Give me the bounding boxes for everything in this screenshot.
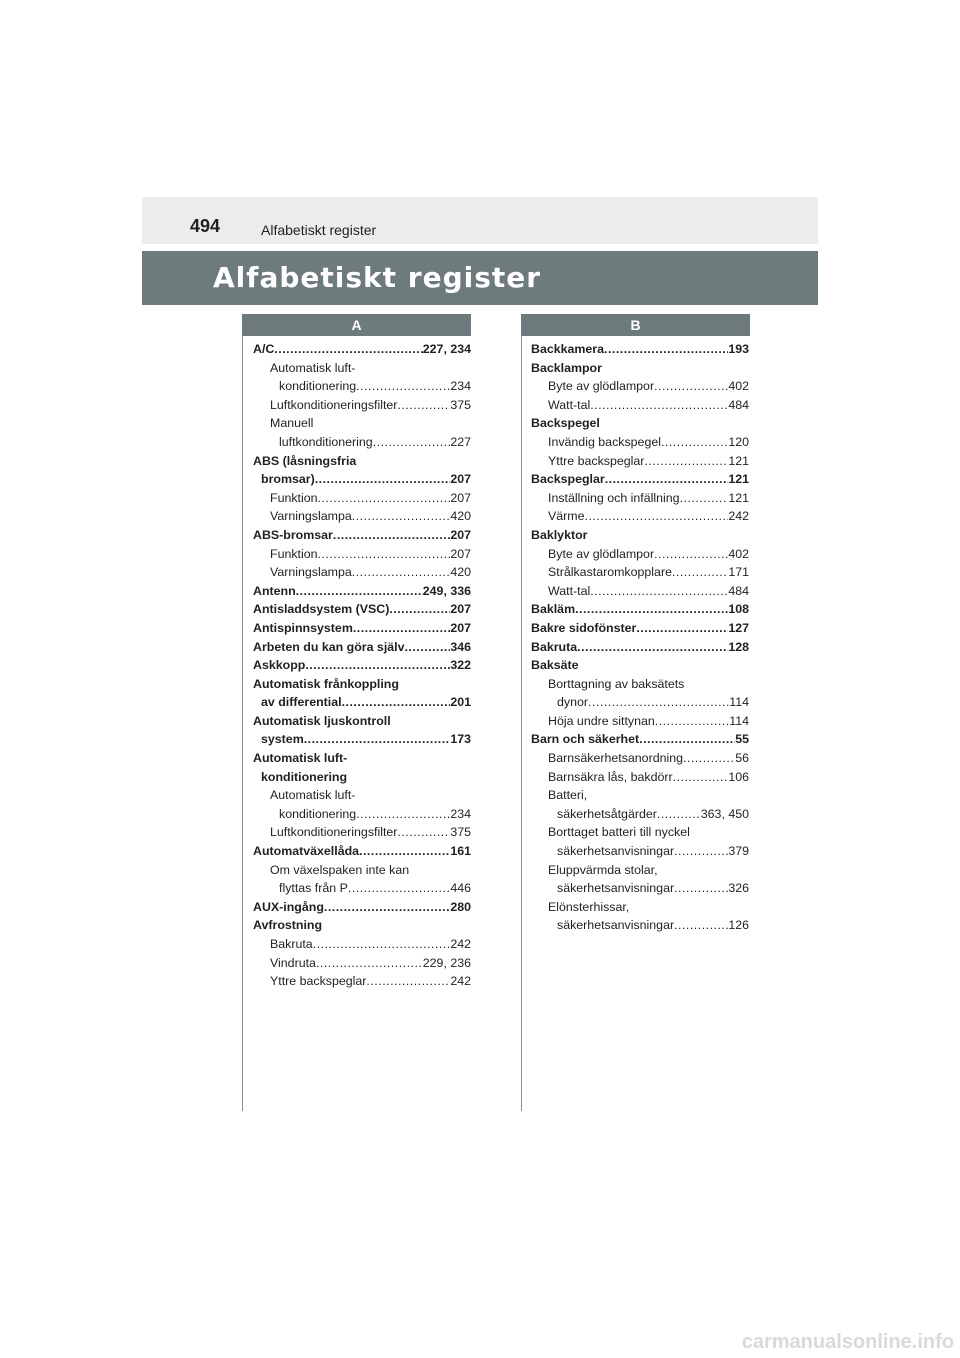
index-entry <box>253 377 471 396</box>
page-number: 494 <box>190 216 221 236</box>
entry-term: Vindruta <box>270 955 316 970</box>
entry-page-number: 242 <box>728 509 749 524</box>
entry-term: Backkamera <box>531 342 605 356</box>
index-entry <box>253 619 471 638</box>
index-entry <box>253 563 471 582</box>
header-band <box>142 197 818 244</box>
entry-page-number: 55 <box>735 732 749 747</box>
entry-term: ABS-bromsar <box>253 527 333 542</box>
dot-leader <box>661 433 728 452</box>
index-entry-heading: Borttaget batteri till nyckel <box>548 825 690 840</box>
dot-leader <box>590 396 728 415</box>
index-entry <box>253 582 471 601</box>
entry-term: Bakläm <box>531 602 576 617</box>
left-column-rule <box>242 336 243 1111</box>
dot-leader <box>315 470 451 489</box>
dot-leader <box>655 712 729 731</box>
entry-page-number: 346 <box>450 639 471 654</box>
index-entry <box>531 507 749 526</box>
entry-term: säkerhetsanvisningar <box>557 844 675 859</box>
entry-term: av differential <box>261 695 342 710</box>
entry-page-number: 379 <box>728 844 749 859</box>
index-entry-heading: Om växelspaken inte kan <box>270 862 410 877</box>
index-entry <box>253 433 471 452</box>
entry-page-number: 242 <box>450 974 471 989</box>
index-entry <box>531 433 749 452</box>
running-head: Alfabetiskt register <box>261 222 377 238</box>
entry-page-number: 227 <box>450 434 471 449</box>
index-entry <box>253 954 471 973</box>
index-entry <box>253 972 471 991</box>
index-entry <box>531 916 749 935</box>
index-entry <box>253 693 471 712</box>
index-entry <box>531 842 749 861</box>
page-title: Alfabetiskt register <box>213 261 542 294</box>
entry-page-number: 375 <box>450 397 471 412</box>
dot-leader <box>404 638 450 657</box>
entry-page-number: 420 <box>450 509 471 524</box>
section-header-b: B <box>521 314 750 336</box>
title-band <box>142 251 818 305</box>
entry-page-number: 201 <box>450 695 471 710</box>
entry-page-number: 161 <box>450 844 471 859</box>
index-entry-heading: Baksäte <box>531 658 579 673</box>
dot-leader <box>274 340 422 359</box>
entry-term: Byte av glödlampor <box>548 379 655 394</box>
entry-page-number: 120 <box>728 434 749 449</box>
entry-page-number: 326 <box>728 881 749 896</box>
entry-page-number: 171 <box>728 565 749 580</box>
dot-leader <box>324 898 450 917</box>
index-entry <box>531 489 749 508</box>
dot-leader <box>672 563 728 582</box>
dot-leader <box>654 377 728 396</box>
entry-term: Antispinnsystem <box>253 620 353 635</box>
entry-page-number: 207 <box>450 546 471 561</box>
index-entry-heading: Automatisk ljuskontroll <box>253 713 391 728</box>
entry-page-number: 207 <box>450 620 471 635</box>
entry-page-number: 446 <box>450 881 471 896</box>
entry-page-number: 121 <box>728 453 749 468</box>
dot-leader <box>318 489 451 508</box>
entry-term: Inställning och infällning <box>548 490 680 505</box>
entry-term: Varningslampa <box>270 509 352 524</box>
dot-leader <box>577 638 728 657</box>
dot-leader <box>353 619 450 638</box>
dot-leader <box>588 693 729 712</box>
entry-page-number: 375 <box>450 825 471 840</box>
dot-leader <box>674 916 728 935</box>
dot-leader <box>397 396 450 415</box>
index-entry <box>531 377 749 396</box>
section-header-a: A <box>242 314 471 336</box>
dot-leader <box>680 489 729 508</box>
index-entry <box>253 600 471 619</box>
entry-page-number: 249, 336 <box>422 583 471 598</box>
dot-leader <box>348 879 450 898</box>
index-entry <box>253 842 471 861</box>
entry-term: Automatväxellåda <box>253 844 360 859</box>
entry-term: Funktion <box>270 546 318 561</box>
entry-page-number: 234 <box>450 806 471 821</box>
index-entry <box>531 749 749 768</box>
entry-term: Barnsäkerhetsanordning <box>548 751 684 766</box>
entry-page-number: 363, 450 <box>700 806 749 821</box>
entry-page-number: 420 <box>450 565 471 580</box>
dot-leader <box>389 600 450 619</box>
index-entry-heading: Avfrostning <box>253 918 323 933</box>
entry-page-number: 128 <box>728 639 749 654</box>
index-entry <box>253 935 471 954</box>
entry-term: konditionering <box>279 806 357 821</box>
entry-page-number: 402 <box>728 379 749 394</box>
entry-term: flyttas från P <box>279 881 348 896</box>
index-entry-heading: Automatisk luft- <box>270 360 356 375</box>
index-entry <box>531 730 749 749</box>
index-entry <box>253 805 471 824</box>
index-entry <box>531 452 749 471</box>
index-entry <box>253 879 471 898</box>
dot-leader <box>366 972 450 991</box>
index-entry-heading: Batteri, <box>548 788 588 803</box>
index-column-a <box>253 340 471 991</box>
dot-leader <box>644 452 728 471</box>
entry-term: Byte av glödlampor <box>548 546 655 561</box>
index-entry <box>531 396 749 415</box>
dot-leader <box>585 507 729 526</box>
entry-term: Yttre backspeglar <box>270 974 367 989</box>
entry-term: säkerhetsåtgärder <box>557 806 657 821</box>
dot-leader <box>305 656 450 675</box>
entry-term: säkerhetsanvisningar <box>557 918 675 933</box>
index-entry <box>531 619 749 638</box>
entry-term: Yttre backspeglar <box>548 453 645 468</box>
entry-term: säkerhetsanvisningar <box>557 881 675 896</box>
watermark: carmanualsonline.info <box>741 1331 954 1353</box>
entry-page-number: 114 <box>729 695 749 710</box>
index-entry <box>531 879 749 898</box>
entry-term: Höja undre sittynan <box>548 713 655 728</box>
entry-page-number: 280 <box>450 899 471 914</box>
entry-term: luftkonditionering <box>279 434 373 449</box>
dot-leader <box>352 563 451 582</box>
dot-leader <box>636 619 728 638</box>
entry-term: Strålkastaromkopplare <box>548 565 672 580</box>
entry-page-number: 207 <box>450 602 471 617</box>
entry-term: konditionering <box>279 379 357 394</box>
entry-term: Bakruta <box>531 639 578 654</box>
entry-term: Barnsäkra lås, bakdörr <box>548 769 673 784</box>
index-entry-heading: Backspegel <box>531 416 600 431</box>
entry-page-number: 207 <box>450 490 471 505</box>
dot-leader <box>356 805 450 824</box>
entry-term: Barn och säkerhet <box>531 732 640 747</box>
index-entry <box>253 730 471 749</box>
index-entry <box>531 600 749 619</box>
entry-page-number: 322 <box>450 658 471 673</box>
index-entry-heading: Manuell <box>270 416 314 431</box>
entry-term: AUX-ingång <box>253 899 324 914</box>
entry-page-number: 227, 234 <box>422 342 471 356</box>
entry-page-number: 126 <box>728 918 749 933</box>
index-entry <box>531 768 749 787</box>
index-entry <box>531 545 749 564</box>
index-entry <box>253 656 471 675</box>
dot-leader <box>674 842 728 861</box>
index-entry <box>253 489 471 508</box>
dot-leader <box>657 805 701 824</box>
entry-term: Antenn <box>253 583 296 598</box>
entry-page-number: 193 <box>728 342 749 356</box>
dot-leader <box>316 954 423 973</box>
dot-leader <box>373 433 451 452</box>
entry-page-number: 207 <box>450 472 471 487</box>
entry-page-number: 484 <box>728 397 749 412</box>
dot-leader <box>296 582 423 601</box>
index-entry <box>531 693 749 712</box>
entry-page-number: 108 <box>728 602 749 617</box>
dot-leader <box>575 600 728 619</box>
index-entry <box>253 638 471 657</box>
entry-term: system <box>261 732 304 747</box>
entry-term: A/C <box>253 342 275 356</box>
index-entry <box>531 805 749 824</box>
entry-term: Varningslampa <box>270 565 352 580</box>
index-entry-heading: Elönsterhissar, <box>548 899 630 914</box>
entry-term: Watt-tal <box>548 397 591 412</box>
dot-leader <box>318 545 451 564</box>
dot-leader <box>342 693 451 712</box>
index-entry <box>253 823 471 842</box>
dot-leader <box>639 730 735 749</box>
entry-page-number: 242 <box>450 937 471 951</box>
entry-term: Bakre sidofönster <box>531 620 637 635</box>
index-entry <box>531 638 749 657</box>
index-entry <box>253 507 471 526</box>
index-entry-heading: Backlampor <box>531 360 602 375</box>
index-column-b <box>531 340 749 935</box>
entry-page-number: 127 <box>728 620 749 635</box>
dot-leader <box>304 730 451 749</box>
entry-term: Luftkonditioneringsfilter <box>270 825 398 840</box>
entry-term: Watt-tal <box>548 583 591 598</box>
entry-term: Antisladdsystem (VSC) <box>253 602 390 617</box>
dot-leader <box>397 823 450 842</box>
index-entry-heading: ABS (låsningsfria <box>253 453 357 468</box>
entry-term: Backspeglar <box>531 472 605 487</box>
entry-page-number: 402 <box>728 546 749 561</box>
dot-leader <box>359 842 450 861</box>
entry-term: Arbeten du kan göra själv <box>253 639 405 654</box>
dot-leader <box>352 507 451 526</box>
dot-leader <box>605 470 729 489</box>
dot-leader <box>604 340 728 359</box>
dot-leader <box>673 768 729 787</box>
dot-leader <box>590 582 728 601</box>
entry-term: Funktion <box>270 490 318 505</box>
index-entry <box>531 340 749 359</box>
index-entry <box>253 396 471 415</box>
entry-term: Luftkonditioneringsfilter <box>270 397 398 412</box>
entry-term: Bakruta <box>270 937 313 951</box>
entry-page-number: 234 <box>450 379 471 394</box>
entry-page-number: 229, 236 <box>422 955 471 970</box>
entry-page-number: 484 <box>728 583 749 598</box>
index-entry-heading: Baklyktor <box>531 527 588 542</box>
index-entry <box>531 470 749 489</box>
index-entry <box>531 582 749 601</box>
entry-term: bromsar) <box>261 472 315 487</box>
index-entry <box>253 898 471 917</box>
entry-page-number: 121 <box>728 490 749 505</box>
entry-page-number: 207 <box>450 527 471 542</box>
index-entry <box>531 712 749 731</box>
dot-leader <box>333 526 450 545</box>
center-column-rule <box>521 336 522 1111</box>
entry-page-number: 56 <box>735 751 749 766</box>
index-entry-heading: Eluppvärmda stolar, <box>548 862 658 877</box>
index-entry-heading: konditionering <box>261 769 348 784</box>
entry-term: Invändig backspegel <box>548 434 661 449</box>
entry-term: Värme <box>548 509 585 524</box>
dot-leader <box>654 545 728 564</box>
index-entry <box>253 526 471 545</box>
dot-leader <box>356 377 450 396</box>
entry-page-number: 106 <box>728 769 749 784</box>
index-entry-heading: Automatisk frånkoppling <box>253 676 399 691</box>
index-entry <box>253 470 471 489</box>
index-entry-heading: Borttagning av baksätets <box>548 676 685 691</box>
entry-term: Askkopp <box>253 658 306 673</box>
entry-page-number: 173 <box>450 732 471 747</box>
index-entry-heading: Automatisk luft- <box>270 788 356 803</box>
dot-leader <box>683 749 735 768</box>
entry-page-number: 114 <box>729 713 749 728</box>
index-entry <box>253 545 471 564</box>
dot-leader <box>674 879 728 898</box>
entry-page-number: 121 <box>728 472 749 487</box>
index-entry <box>253 340 471 359</box>
dot-leader <box>313 935 451 954</box>
index-entry <box>531 563 749 582</box>
index-entry-heading: Automatisk luft- <box>253 751 348 766</box>
entry-term: dynor <box>557 695 588 710</box>
